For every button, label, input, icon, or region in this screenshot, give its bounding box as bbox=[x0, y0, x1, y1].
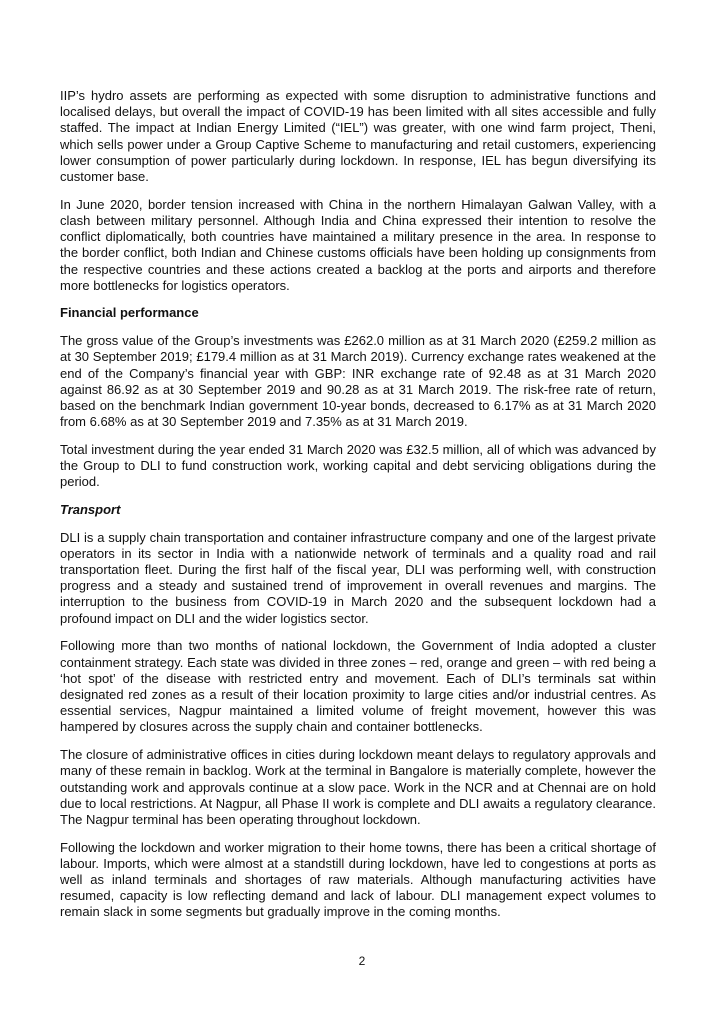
page-number: 2 bbox=[358, 954, 366, 968]
paragraph-labour-shortage: Following the lockdown and worker migration to their home towns, there has been a critical shortage of labour. Imports, which were almost at a standstill during lockdown, have led to congestions at ports as well as inland terminals and shortages of raw materials. Although manufacturing activities have resumed, capacity is low reflecting demand and lack of labour. DLI management expect volumes to remain slack in some segments but gradually improve in the coming months. bbox=[60, 839, 656, 920]
heading-financial-performance: Financial performance bbox=[60, 305, 199, 321]
paragraph-dli-overview: DLI is a supply chain transportation and container infrastructure company and one of the largest private operators in its sector in India with a nationwide network of terminals and a quality road and rail transportation fleet. During the first half of the fiscal year, DLI was performing well, with construction progress and a steady and sustained trend of improvement in overall revenues and margins. The interruption to the business from COVID-19 in March 2020 and the subsequent lockdown had a profound impact on DLI and the wider logistics sector. bbox=[60, 529, 656, 626]
paragraph-border-tension: In June 2020, border tension increased with China in the northern Himalayan Galwan Valley, with a clash between military personnel. Although India and China expressed their intention to resolve the conflict diplomatically, both countries have maintained a military presence in the area. In response to the border conflict, both Indian and Chinese customs officials have been holding up consignments from the respective countries and these actions created a backlog at the ports and airports and therefore more bottlenecks for logistics operators. bbox=[60, 196, 656, 293]
heading-transport: Transport bbox=[60, 501, 121, 517]
paragraph-total-investment: Total investment during the year ended 31 March 2020 was £32.5 million, all of which was advanced by the Group to DLI to fund construction work, working capital and debt servicing obligations during the period. bbox=[60, 441, 656, 490]
paragraph-regulatory-approvals: The closure of administrative offices in cities during lockdown meant delays to regulatory approvals and many of these remain in backlog. Work at the terminal in Bangalore is materially complete, however the outstanding work and approvals continue at a slow pace. Work in the NCR and at Chennai are on hold due to local restrictions. At Nagpur, all Phase II work is complete and DLI awaits a regulatory clearance. The Nagpur terminal has been operating throughout lockdown. bbox=[60, 747, 656, 827]
paragraph-hydro-assets: IIP’s hydro assets are performing as expected with some disruption to administrative functions and localised delays, but overall the impact of COVID-19 has been limited with all sites accessible and fully staffed. The impact at Indian Energy Limited (“IEL”) was greater, with one wind farm project, Theni, which sells power under a Group Captive Scheme to manufacturing and retail customers, experiencing lower consumption of power particularly during lockdown. In response, IEL has begun diversifying its customer base. bbox=[60, 88, 656, 185]
document-page bbox=[60, 88, 656, 932]
paragraph-gross-value: The gross value of the Group’s investments was £262.0 million as at 31 March 2020 (£259.2 million as at 30 September 2019; £179.4 million as at 31 March 2019). Currency exchange rates weakened at the end of the Company’s financial year with GBP: INR exchange rate of 92.48 as at 31 March 2020 against 86.92 as at 30 September 2019 and 90.28 as at 31 March 2019. The risk-free rate of return, based on the benchmark Indian government 10-year bonds, decreased to 6.17% as at 31 March 2020 from 6.68% as at 30 September 2019 and 7.35% as at 31 March 2019. bbox=[60, 333, 656, 430]
paragraph-lockdown-zones: Following more than two months of national lockdown, the Government of India adopted a cluster containment strategy. Each state was divided in three zones – red, orange and green – with red being a ‘hot spot’ of the disease with restricted entry and movement. Each of DLI’s terminals sat within designated red zones as a result of their location proximity to large cities and/or industrial centres. As essential services, Nagpur maintained a limited volume of freight movement, however this was hampered by closures across the supply chain and container bottlenecks. bbox=[60, 638, 656, 735]
